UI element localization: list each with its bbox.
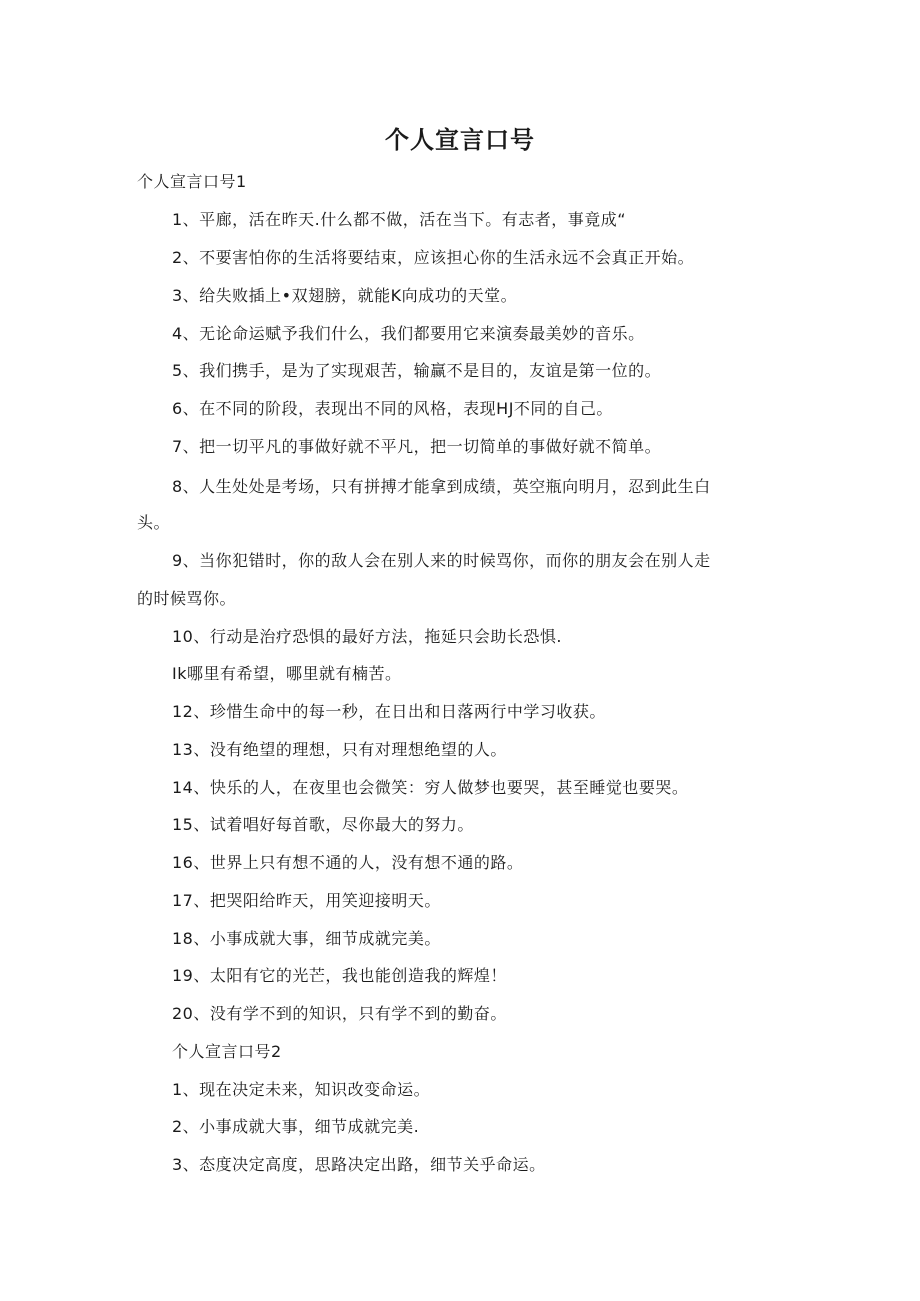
- section-heading: 个人宣言口号2: [172, 1042, 282, 1061]
- slogan-line: 1、现在决定未来，知识改变命运。: [172, 1080, 431, 1099]
- slogan-line: 14、快乐的人，在夜里也会微笑：穷人做梦也要哭，甚至睡觉也要哭。: [172, 778, 689, 797]
- slogan-line-continuation: 头。: [137, 513, 171, 532]
- slogan-line: 19、太阳有它的光芒，我也能创造我的辉煌！: [172, 966, 507, 985]
- slogan-line: 2、不要害怕你的生活将要结束，应该担心你的生活永远不会真正开始。: [172, 248, 695, 267]
- slogan-line: 8、人生处处是考场，只有拼搏才能拿到成绩，英空瓶向明月，忍到此生白: [172, 477, 711, 496]
- slogan-line: 3、给失败插上•双翅膀，就能K向成功的天堂。: [172, 286, 518, 305]
- slogan-line: 18、小事成就大事，细节成就完美。: [172, 929, 441, 948]
- slogan-line: 20、没有学不到的知识，只有学不到的勤奋。: [172, 1004, 507, 1023]
- slogan-line: 12、珍惜生命中的每一秒，在日出和日落两行中学习收获。: [172, 702, 606, 721]
- slogan-line: 13、没有绝望的理想，只有对理想绝望的人。: [172, 740, 507, 759]
- document-title: 个人宣言口号: [385, 126, 535, 154]
- slogan-line: 9、当你犯错时，你的敌人会在别人来的时候骂你，而你的朋友会在别人走: [172, 551, 711, 570]
- slogan-line: 17、把哭阳给昨天，用笑迎接明天。: [172, 891, 441, 910]
- slogan-line: 5、我们携手，是为了实现艰苦，输赢不是目的，友谊是第一位的。: [172, 361, 662, 380]
- slogan-line: 2、小事成就大事，细节成就完美.: [172, 1117, 420, 1136]
- slogan-line-continuation: 的时候骂你。: [137, 589, 237, 608]
- slogan-line: 6、在不同的阶段，表现出不同的风格，表现HJ不同的自己。: [172, 399, 613, 418]
- slogan-line: 3、态度决定高度，思路决定出路，细节关乎命运。: [172, 1155, 546, 1174]
- slogan-line: 4、无论命运赋予我们什么，我们都要用它来演奏最美妙的音乐。: [172, 324, 645, 343]
- slogan-line: Ik哪里有希望，哪里就有楠苦。: [172, 664, 402, 683]
- slogan-line: 16、世界上只有想不通的人，没有想不通的路。: [172, 853, 524, 872]
- slogan-line: 1、平廊，活在昨天.什么都不做，活在当下。有志者，事竟成“: [172, 210, 627, 229]
- slogan-line: 15、试着唱好每首歌，尽你最大的努力。: [172, 815, 474, 834]
- slogan-line: 7、把一切平凡的事做好就不平凡，把一切简单的事做好就不简单。: [172, 437, 662, 456]
- slogan-line: 10、行动是治疗恐惧的最好方法，拖延只会助长恐惧.: [172, 627, 562, 646]
- section-heading: 个人宣言口号1: [137, 172, 247, 191]
